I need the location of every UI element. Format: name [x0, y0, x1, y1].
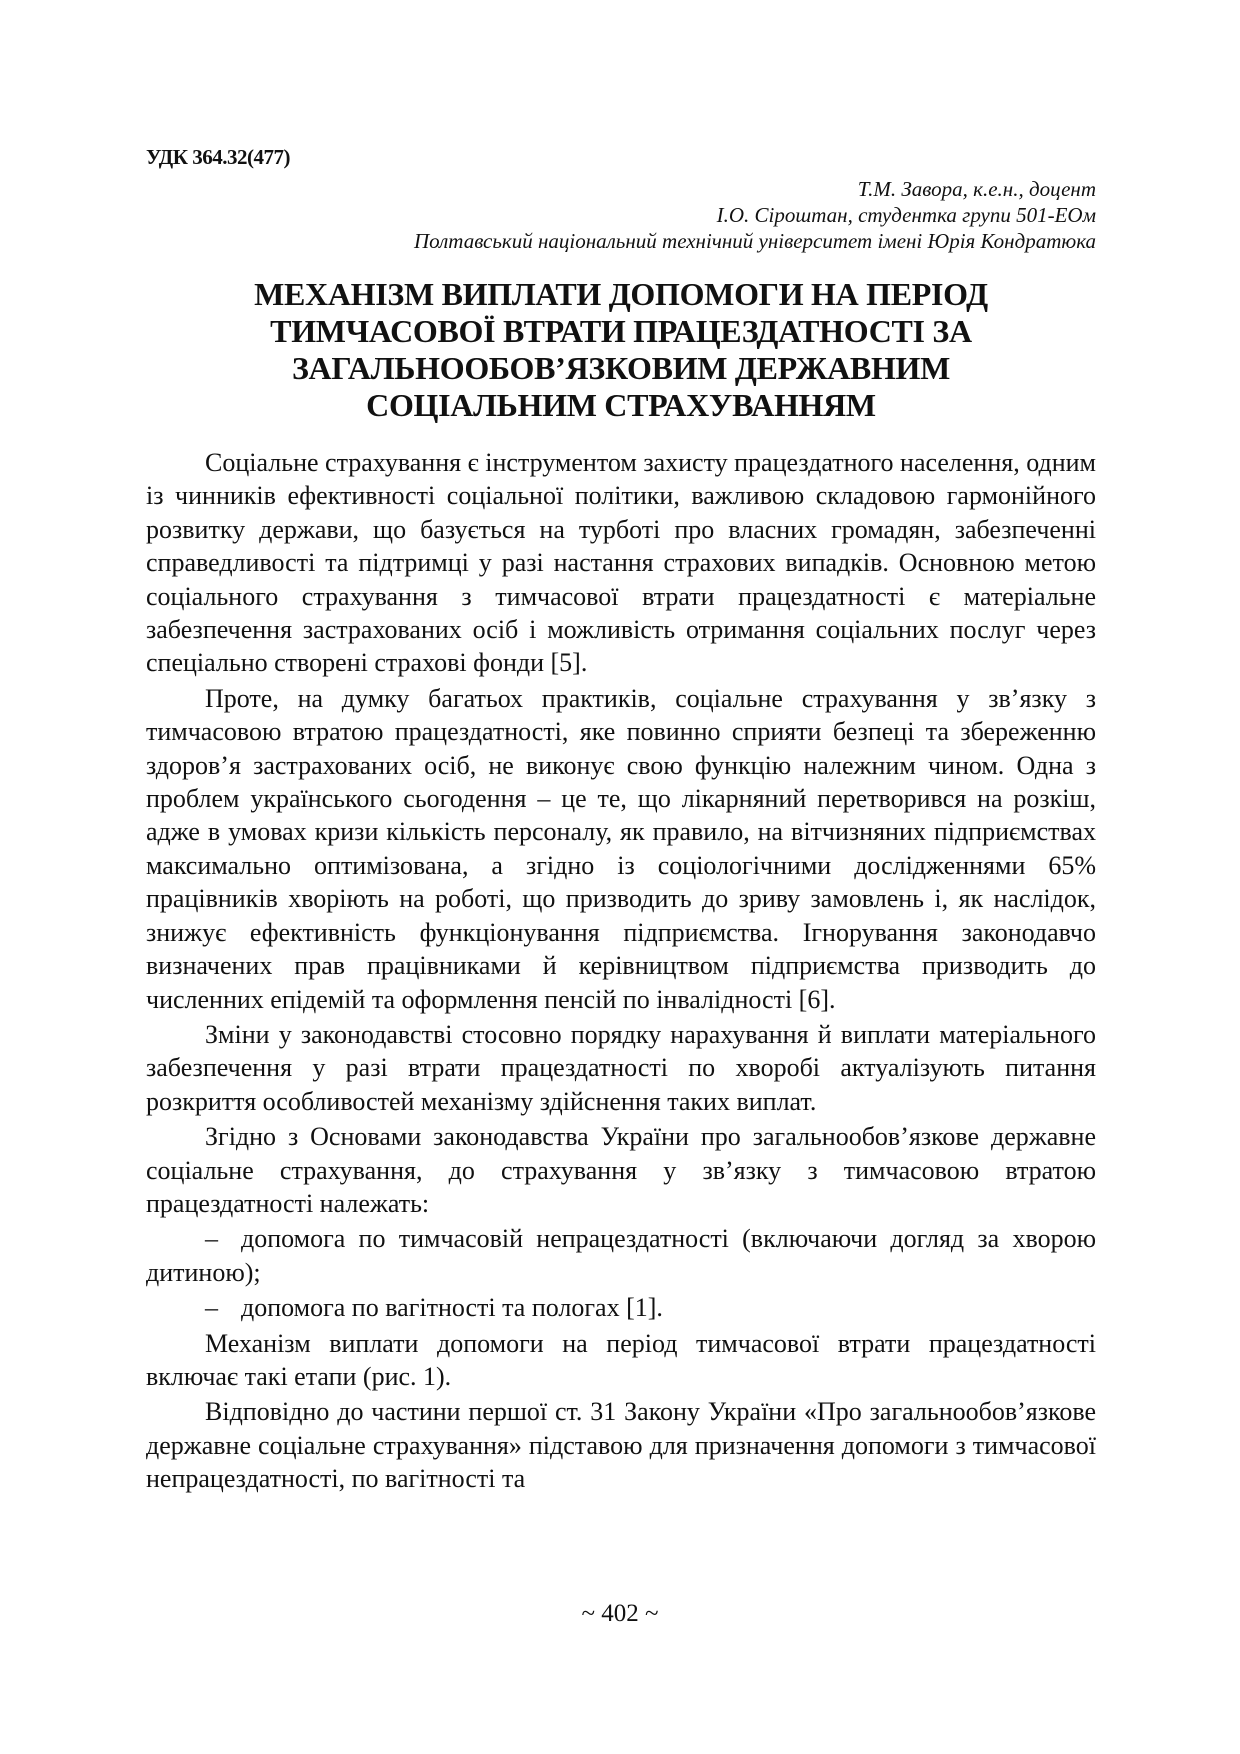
- paragraph: Проте, на думку багатьох практиків, соціальне страхування у зв’язку з тимчасовою втратою працездатності, яке повинно сприяти безпеці та збереженню здоров’я застрахованих осіб, не виконує свою функцію належним чином. Одна з проблем українського сьогодення – це те, що лікарняний перетворився на розкіш, адже в умовах кризи кількість персоналу, як правило, на вітчизняних підприємствах максимально оптимізована, а згідно із соціологічними дослідженнями 65% працівників хворіють на роботі, що призводить до зриву замовлень і, як наслідок, знижує ефективність функціонування підприємства. Ігнорування законодавчо визначених прав працівниками й керівництвом підприємства призводить до численних епідемій та оформлення пенсій по інвалідності [6].: [146, 683, 1096, 1014]
- paragraph: Відповідно до частини першої ст. 31 Закону України «Про загальнообов’язкове державне соціальне страхування» підставою для призначення допомоги з тимчасової непрацездатності, по вагітності та: [146, 1397, 1096, 1494]
- page-number: ~ 402 ~: [581, 1600, 659, 1627]
- dash-bullet: –: [205, 1224, 218, 1254]
- list-item: [146, 1222, 1096, 1289]
- title-line: ТИМЧАСОВОЇ ВТРАТИ ПРАЦЕЗДАТНОСТІ ЗА: [270, 313, 972, 349]
- list-item-text: допомога по вагітності та пологах [1].: [241, 1293, 663, 1323]
- paragraph: Соціальне страхування є інструментом захисту працездатного населення, одним із чинників ефективності соціальної політики, важливою складовою гармонійного розвитку держави, що базується на турботі про власних громадян, забезпеченні справедливості та підтримці у разі настання страхових випадків. Основною метою соціального страхування з тимчасової втрати працездатності є матеріальне забезпечення застрахованих осіб і можливість отримання соціальних послуг через спеціально створені страхові фонди [5].: [146, 448, 1096, 678]
- author-1: Т.М. Завора, к.е.н., доцент: [857, 177, 1096, 201]
- dash-bullet: –: [205, 1293, 218, 1323]
- title-line: МЕХАНІЗМ ВИПЛАТИ ДОПОМОГИ НА ПЕРІОД: [254, 276, 988, 312]
- paragraph: Згідно з Основами законодавства України про загальнообов’язкове державне соціальне страхування, до страхування у зв’язку з тимчасовою втратою працездатності належать:: [146, 1122, 1096, 1218]
- affiliation: Полтавський національний технічний університет імені Юрія Кондратюка: [413, 229, 1096, 253]
- udk-code: УДК 364.32(477): [146, 145, 290, 169]
- author-2: І.О. Сіроштан, студентка групи 501-ЕОм: [716, 203, 1096, 227]
- paragraph: Зміни у законодавстві стосовно порядку нарахування й виплати матеріального забезпечення у разі втрати працездатності по хворобі актуалізують питання розкриття особливостей механізму здійснення таких виплат.: [146, 1019, 1096, 1116]
- paragraph: Механізм виплати допомоги на період тимчасової втрати працездатності включає такі етапи (рис. 1).: [146, 1328, 1096, 1391]
- title-line: ЗАГАЛЬНООБОВ’ЯЗКОВИМ ДЕРЖАВНИМ: [291, 350, 951, 386]
- list-item: [146, 1291, 1096, 1324]
- title-line: СОЦІАЛЬНИМ СТРАХУВАННЯМ: [366, 387, 876, 423]
- list-item-text: допомога по тимчасовій непрацездатності (включаючи догляд за хворою дитиною);: [146, 1224, 1096, 1287]
- author-block: [146, 176, 1096, 254]
- article-body: [146, 446, 1096, 1498]
- article-title: [146, 276, 1096, 424]
